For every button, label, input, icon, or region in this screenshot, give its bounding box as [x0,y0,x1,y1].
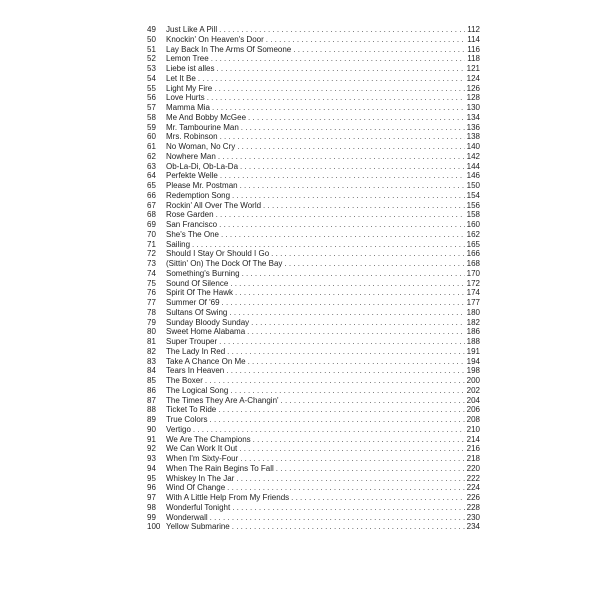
toc-entry [147,318,480,328]
dot-leader [237,142,464,152]
toc-entry-page-number: 210 [466,424,480,434]
dot-leader [293,45,465,55]
toc-entry-title: Should I Stay Or Should I Go [166,249,270,259]
dot-leader [210,415,465,425]
dot-leader [218,152,465,162]
toc-entry-number: 51 [147,44,156,54]
toc-entry [147,45,480,55]
dot-leader [230,279,464,289]
toc-entry-page-number: 134 [466,112,480,122]
toc-entry-number: 95 [147,473,156,483]
toc-entry-page-number: 177 [466,298,480,307]
toc-entry-number: 77 [147,298,156,307]
toc-entry [147,171,480,181]
toc-entry-page-number: 230 [466,512,480,522]
toc-entry-number: 90 [147,424,156,434]
toc-entry [147,249,480,259]
toc-entry-number: 61 [147,142,156,151]
toc-entry [147,347,480,357]
toc-entry-title: The Logical Song [166,385,229,395]
toc-entry [147,25,480,35]
dot-leader [240,181,465,191]
toc-entry-title: Summer Of '69 [166,298,220,307]
toc-entry-title: Take A Chance On Me [166,356,246,366]
dot-leader [216,210,465,220]
toc-entry-page-number: 138 [466,132,480,142]
toc-entry-title: Perfekte Welle [166,171,218,181]
toc-entry-number: 84 [147,366,156,376]
toc-entry-title: Nowhere Man [166,151,216,161]
toc-entry-number: 52 [147,54,156,64]
toc-entry-page-number: 194 [466,356,480,366]
dot-leader [235,288,465,298]
dot-leader [193,425,465,435]
toc-entry-number: 55 [147,83,156,93]
toc-entry-number: 82 [147,346,156,356]
dot-leader [232,522,465,532]
toc-entry-number: 79 [147,317,156,327]
toc-entry-title: Redemption Song [166,190,231,200]
toc-entry-number: 65 [147,181,156,190]
toc-entry [147,35,480,45]
toc-entry [147,152,480,162]
toc-entry [147,181,480,191]
toc-entry [147,425,480,435]
toc-entry-number: 72 [147,249,156,259]
toc-entry-title: We Can Work It Out [166,444,238,454]
toc-entry-title: Something's Burning [166,268,240,278]
toc-entry-page-number: 206 [466,405,480,415]
toc-entry-title: Rockin' All Over The World [166,200,262,210]
toc-entry-page-number: 158 [466,210,480,220]
toc-entry-title: Yellow Submarine [166,522,230,532]
toc-entry-number: 66 [147,190,156,200]
toc-entry [147,64,480,74]
toc-entry-number: 53 [147,64,156,73]
toc-entry-page-number: 208 [466,415,480,424]
toc-entry-page-number: 228 [466,502,480,512]
toc-entry-page-number: 118 [467,54,480,64]
toc-entry [147,327,480,337]
toc-entry-number: 96 [147,483,156,493]
dot-leader [220,132,465,142]
toc-entry-page-number: 112 [467,25,480,34]
toc-entry-number: 50 [147,34,156,44]
toc-entry-number: 74 [147,268,156,278]
toc-entry-title: Love Hurts [166,93,205,103]
toc-entry-title: Let It Be [166,73,196,83]
toc-entry-number: 56 [147,93,156,103]
toc-entry [147,162,480,172]
toc-entry-number: 78 [147,307,156,317]
dot-leader [222,298,465,308]
toc-entry-number: 63 [147,161,156,171]
toc-entry-title: Light My Fire [166,83,213,93]
toc-entry-title: Me And Bobby McGee [166,112,247,122]
toc-entry-number: 92 [147,444,156,454]
toc-entry-number: 62 [147,151,156,161]
toc-entry [147,513,480,523]
toc-entry [147,230,480,240]
toc-entry-title: True Colors [166,415,208,424]
toc-entry [147,103,480,113]
toc-entry-page-number: 226 [466,493,480,502]
toc-entry-page-number: 144 [466,161,480,171]
toc-entry-title: Liebe ist alles [166,64,215,73]
toc-entry-number: 91 [147,434,156,444]
toc-entry-page-number: 136 [466,122,480,132]
dot-leader [248,113,465,123]
toc-entry-title: No Woman, No Cry [166,142,236,151]
dot-leader [218,405,464,415]
dot-leader [241,123,465,133]
toc-entry-title: (Sittin' On) The Dock Of The Bay [166,259,283,268]
toc-entry [147,279,480,289]
toc-entry-number: 80 [147,327,156,337]
toc-entry-number: 57 [147,103,156,112]
toc-entry [147,415,480,425]
toc-entry-number: 97 [147,493,156,502]
toc-entry-page-number: 156 [466,200,480,210]
toc-entry [147,288,480,298]
dot-leader [239,444,464,454]
toc-entry-title: San Francisco [166,220,218,229]
toc-entry-page-number: 150 [466,181,480,190]
toc-entry [147,454,480,464]
toc-entry [147,191,480,201]
toc-entry-title: Super Trouper [166,337,218,346]
toc-entry-number: 88 [147,405,156,415]
toc-entry-page-number: 186 [466,327,480,337]
dot-leader [219,337,465,347]
toc-entry-title: Lemon Tree [166,54,209,64]
toc-entry [147,54,480,64]
toc-entry-page-number: 224 [466,483,480,493]
dot-leader [284,259,464,269]
toc-entry-page-number: 214 [466,434,480,444]
toc-entry [147,240,480,250]
toc-entry-title: Please Mr. Postman [166,181,238,190]
dot-leader [291,493,464,503]
toc-entry-page-number: 200 [466,376,480,385]
toc-entry-page-number: 222 [466,473,480,483]
toc-entry-number: 83 [147,356,156,366]
toc-entry-number: 76 [147,288,156,298]
toc-entry-title: We Are The Champions [166,434,251,444]
toc-entry-page-number: 216 [466,444,480,454]
toc-entry [147,357,480,367]
toc-entry-page-number: 116 [467,44,480,54]
dot-leader [281,396,465,406]
toc-entry [147,259,480,269]
toc-entry-page-number: 170 [466,268,480,278]
toc-entry [147,142,480,152]
toc-entry-page-number: 182 [466,317,480,327]
toc-entry-page-number: 234 [466,522,480,532]
toc-entry-page-number: 220 [466,463,480,473]
toc-entry-title: Lay Back In The Arms Of Someone [166,44,292,54]
toc-entry-page-number: 191 [466,346,480,356]
toc-entry [147,376,480,386]
toc-entry-number: 73 [147,259,156,268]
toc-entry-page-number: 140 [466,142,480,151]
toc-entry-title: Mrs. Robinson [166,132,218,142]
toc-entry-page-number: 162 [466,229,480,239]
toc-entry-page-number: 154 [466,190,480,200]
toc-entry-page-number: 142 [466,151,480,161]
toc-entry-number: 49 [147,25,156,34]
toc-entry-title: When I'm Sixty-Four [166,454,239,463]
toc-entry-title: Vertigo [166,424,191,434]
dot-leader [207,93,465,103]
toc-entry-title: Mamma Mia [166,103,211,112]
dot-leader [221,230,465,240]
toc-entry [147,298,480,308]
toc-entry [147,483,480,493]
toc-entry-title: The Boxer [166,376,203,385]
dot-leader [214,84,464,94]
dot-leader [266,35,465,45]
toc-entry-title: Wind Of Change [166,483,226,493]
toc-entry-number: 87 [147,395,156,405]
toc-entry-title: Sweet Home Alabama [166,327,246,337]
dot-leader [251,318,464,328]
toc-entry-title: Ob-La-Di, Ob-La-Da [166,161,239,171]
toc-entry-number: 71 [147,239,156,249]
toc-entry-page-number: 128 [466,93,480,103]
table-of-contents [147,25,480,532]
toc-entry-number: 93 [147,454,156,463]
toc-entry [147,210,480,220]
toc-entry [147,464,480,474]
toc-entry-number: 99 [147,512,156,522]
toc-entry-title: Spirit Of The Hawk [166,288,233,298]
toc-entry-number: 85 [147,376,156,385]
toc-entry-number: 100 [147,522,161,532]
dot-leader [211,54,466,64]
toc-entry [147,474,480,484]
toc-entry-number: 75 [147,278,156,288]
toc-entry-page-number: 204 [466,395,480,405]
dot-leader [232,191,465,201]
dot-leader [198,74,465,84]
toc-entry-number: 68 [147,210,156,220]
toc-entry-title: Tears In Heaven [166,366,225,376]
toc-entry-number: 58 [147,112,156,122]
toc-entry-number: 94 [147,463,156,473]
toc-entry [147,405,480,415]
toc-entry-title: Wonderful Tonight [166,502,231,512]
toc-entry-number: 64 [147,171,156,181]
dot-leader [253,435,465,445]
dot-leader [229,308,464,318]
toc-entry-number: 81 [147,337,156,346]
toc-entry [147,269,480,279]
toc-entry [147,522,480,532]
toc-entry [147,123,480,133]
toc-entry-title: Sailing [166,239,191,249]
toc-entry [147,84,480,94]
toc-entry-number: 60 [147,132,156,142]
dot-leader [242,269,465,279]
toc-entry-page-number: 121 [466,64,480,73]
toc-entry-page-number: 130 [466,103,480,112]
toc-entry-title: Sunday Bloody Sunday [166,317,250,327]
toc-entry-page-number: 172 [466,278,480,288]
toc-entry-number: 89 [147,415,156,424]
toc-entry-page-number: 124 [466,73,480,83]
dot-leader [216,64,464,74]
toc-entry-title: The Times They Are A-Changin' [166,395,279,405]
dot-leader [276,464,465,474]
dot-leader [232,503,464,513]
toc-entry-title: Rose Garden [166,210,214,220]
toc-entry-page-number: 166 [466,249,480,259]
toc-entry-page-number: 126 [466,83,480,93]
toc-entry [147,386,480,396]
toc-entry-title: Whiskey In The Jar [166,473,235,483]
dot-leader [219,220,465,230]
toc-entry [147,396,480,406]
dot-leader [263,201,465,211]
toc-entry-page-number: 198 [466,366,480,376]
toc-entry [147,493,480,503]
toc-entry [147,337,480,347]
toc-entry-number: 54 [147,73,156,83]
toc-entry-number: 69 [147,220,156,229]
toc-entry-page-number: 160 [466,220,480,229]
toc-entry [147,308,480,318]
dot-leader [271,249,464,259]
toc-entry [147,435,480,445]
toc-entry-number: 67 [147,200,156,210]
toc-entry-title: Ticket To Ride [166,405,217,415]
toc-entry-number: 98 [147,502,156,512]
toc-entry [147,366,480,376]
toc-entry-page-number: 146 [466,171,480,181]
toc-entry [147,220,480,230]
dot-leader [240,162,465,172]
toc-entry-page-number: 202 [466,385,480,395]
toc-entry [147,93,480,103]
dot-leader [210,513,465,523]
toc-entry-title: Knockin' On Heaven's Door [166,34,264,44]
toc-entry [147,132,480,142]
dot-leader [220,171,465,181]
dot-leader [192,240,465,250]
toc-entry [147,503,480,513]
toc-entry-number: 70 [147,229,156,239]
toc-entry-page-number: 218 [466,454,480,463]
dot-leader [247,327,464,337]
dot-leader [212,103,465,113]
toc-entry-title: When The Rain Begins To Fall [166,463,274,473]
toc-entry-title: She's The One [166,229,219,239]
dot-leader [205,376,465,386]
dot-leader [227,347,464,357]
dot-leader [230,386,464,396]
toc-entry [147,201,480,211]
toc-entry-title: Wonderwall [166,512,208,522]
dot-leader [227,483,465,493]
toc-entry-title: Just Like A Pill [166,25,218,34]
toc-entry-page-number: 188 [466,337,480,346]
toc-entry-title: The Lady In Red [166,346,226,356]
toc-entry-number: 59 [147,122,156,132]
toc-entry [147,444,480,454]
dot-leader [236,474,464,484]
toc-entry-title: With A Little Help From My Friends [166,493,290,502]
toc-entry-page-number: 168 [466,259,480,268]
toc-entry-page-number: 174 [466,288,480,298]
dot-leader [219,25,465,35]
toc-entry-page-number: 165 [466,239,480,249]
toc-entry [147,74,480,84]
toc-entry [147,113,480,123]
toc-entry-title: Sound Of Silence [166,278,229,288]
dot-leader [240,454,464,464]
toc-entry-number: 86 [147,385,156,395]
toc-entry-title: Mr. Tambourine Man [166,122,239,132]
toc-entry-title: Sultans Of Swing [166,307,228,317]
toc-entry-page-number: 114 [467,34,480,44]
dot-leader [248,357,465,367]
dot-leader [226,366,464,376]
toc-entry-page-number: 180 [466,307,480,317]
